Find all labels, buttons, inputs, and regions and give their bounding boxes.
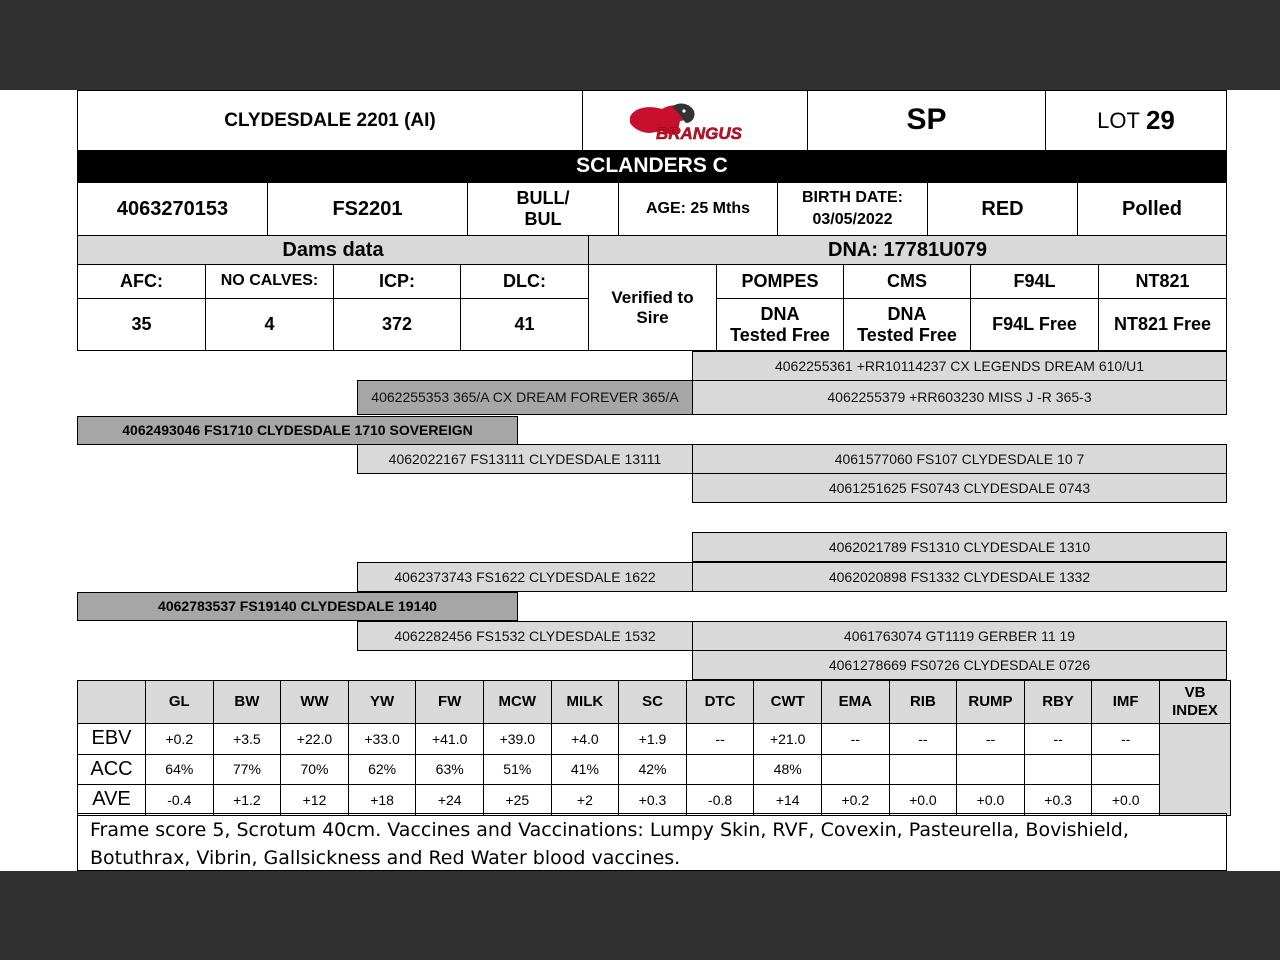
- ebv-value: [889, 754, 958, 786]
- ebv-value: --: [686, 723, 755, 755]
- ebv-value: +3.5: [213, 723, 282, 755]
- catalogue-sheet: [0, 90, 1280, 871]
- lot-number: 29: [1145, 104, 1175, 135]
- ebv-col-header: RBY: [1024, 680, 1093, 724]
- ebv-value: -0.4: [145, 784, 214, 816]
- ebv-col-header: MCW: [483, 680, 552, 724]
- pedigree-sire-dam-sire: 4061577060 FS107 CLYDESDALE 10 7: [692, 444, 1227, 474]
- ebv-col-header: BW: [213, 680, 282, 724]
- birth-date-label: BIRTH DATE:: [801, 188, 904, 206]
- ebv-value: +39.0: [483, 723, 552, 755]
- dna-value-nt821: NT821 Free: [1098, 298, 1227, 351]
- animal-horn: Polled: [1077, 182, 1227, 236]
- ebv-value: +14: [753, 784, 822, 816]
- dna-header-pompes: POMPES: [716, 264, 844, 299]
- dna-header-f94l: F94L: [970, 264, 1099, 299]
- ebv-col-header: YW: [348, 680, 417, 724]
- animal-colour: RED: [927, 182, 1078, 236]
- dna-header-cms: CMS: [843, 264, 971, 299]
- ebv-value: [1091, 754, 1160, 786]
- ebv-value: +1.9: [618, 723, 687, 755]
- pedigree-dam-dam-dam: 4061278669 FS0726 CLYDESDALE 0726: [692, 650, 1227, 680]
- ebv-value: +0.3: [1024, 784, 1093, 816]
- pedigree-sire-dam: 4062022167 FS13111 CLYDESDALE 13111: [357, 444, 693, 474]
- ebv-value: --: [1024, 723, 1093, 755]
- ebv-index-value: [1159, 723, 1231, 816]
- ebv-value: --: [889, 723, 958, 755]
- code-cell: SP: [807, 90, 1046, 151]
- pedigree-sire: 4062493046 FS1710 CLYDESDALE 1710 SOVEREIGN: [77, 416, 518, 445]
- lot-cell: [1045, 90, 1227, 151]
- ebv-value: 48%: [753, 754, 822, 786]
- pedigree-sire-sire-sire: 4062255361 +RR10114237 CX LEGENDS DREAM 610/U1: [692, 351, 1227, 381]
- notes: Frame score 5, Scrotum 40cm. Vaccines and Vaccinations: Lumpy Skin, RVF, Covexin, Pasteurella, Bovishield, Botuthrax, Vibrin, Gallsickness and Red Water blood vaccines.: [77, 813, 1227, 871]
- dams-header-afc: AFC:: [77, 264, 206, 299]
- dna-value-cms: DNA Tested Free: [843, 298, 971, 351]
- ebv-row-label: EBV: [77, 723, 146, 755]
- animal-id: 4063270153: [77, 182, 268, 236]
- ebv-index-header: VB INDEX: [1159, 680, 1231, 724]
- dams-header-calves: NO CALVES:: [205, 264, 334, 299]
- ebv-col-header: EMA: [821, 680, 890, 724]
- animal-name: CLYDESDALE 2201 (AI): [77, 90, 583, 151]
- pedigree-dam: 4062783537 FS19140 CLYDESDALE 19140: [77, 592, 518, 621]
- animal-age: AGE: 25 Mths: [618, 182, 778, 236]
- ebv-col-header: DTC: [686, 680, 755, 724]
- ebv-value: 51%: [483, 754, 552, 786]
- ebv-value: +0.0: [889, 784, 958, 816]
- dna-value-f94l: F94L Free: [970, 298, 1099, 351]
- dams-value-icp: 372: [333, 298, 461, 351]
- birth-date: [777, 182, 928, 236]
- ebv-corner: [77, 680, 146, 724]
- ebv-value: +2: [551, 784, 620, 816]
- ebv-col-header: CWT: [753, 680, 822, 724]
- animal-sex: BULL/ BUL: [467, 182, 619, 236]
- ebv-value: [821, 754, 890, 786]
- ebv-value: +1.2: [213, 784, 282, 816]
- ebv-value: +41.0: [415, 723, 484, 755]
- ebv-col-header: FW: [415, 680, 484, 724]
- ebv-value: 64%: [145, 754, 214, 786]
- dams-header-icp: ICP:: [333, 264, 461, 299]
- ebv-value: --: [956, 723, 1025, 755]
- ebv-value: +0.3: [618, 784, 687, 816]
- brand-wordmark: BRANGUS: [656, 123, 742, 143]
- animal-tag: FS2201: [267, 182, 468, 236]
- ebv-value: -0.8: [686, 784, 755, 816]
- ebv-value: +4.0: [551, 723, 620, 755]
- dams-header-dlc: DLC:: [460, 264, 589, 299]
- ebv-table: [77, 680, 1227, 814]
- breeder-name: SCLANDERS C: [77, 150, 1227, 183]
- ebv-value: --: [821, 723, 890, 755]
- pedigree-sire-dam-dam: 4061251625 FS0743 CLYDESDALE 0743: [692, 473, 1227, 503]
- ebv-value: +25: [483, 784, 552, 816]
- ebv-value: +18: [348, 784, 417, 816]
- ebv-value: --: [1091, 723, 1160, 755]
- dams-value-calves: 4: [205, 298, 334, 351]
- ebv-col-header: WW: [280, 680, 349, 724]
- ebv-value: +33.0: [348, 723, 417, 755]
- ebv-value: 62%: [348, 754, 417, 786]
- brangus-logo-icon: [620, 97, 770, 145]
- ebv-value: 42%: [618, 754, 687, 786]
- dams-value-afc: 35: [77, 298, 206, 351]
- ebv-col-header: MILK: [551, 680, 620, 724]
- pedigree-sire-sire: 4062255353 365/A CX DREAM FOREVER 365/A: [357, 380, 693, 415]
- ebv-value: +0.2: [145, 723, 214, 755]
- brand-logo: [582, 90, 808, 151]
- birth-date-value: 03/05/2022: [812, 211, 893, 228]
- pedigree-dam-dam-sire: 4061763074 GT1119 GERBER 11 19: [692, 621, 1227, 651]
- ebv-value: [956, 754, 1025, 786]
- dna-value-pompes: DNA Tested Free: [716, 298, 844, 351]
- ebv-col-header: SC: [618, 680, 687, 724]
- ebv-col-header: GL: [145, 680, 214, 724]
- dams-data-title: Dams data: [77, 235, 589, 265]
- dna-header-nt821: NT821: [1098, 264, 1227, 299]
- ebv-value: +12: [280, 784, 349, 816]
- pedigree-dam-sire-sire: 4062021789 FS1310 CLYDESDALE 1310: [692, 532, 1227, 562]
- ebv-value: +24: [415, 784, 484, 816]
- lot-label: LOT: [1097, 107, 1140, 133]
- ebv-col-header: RIB: [889, 680, 958, 724]
- dna-verified: Verified to Sire: [588, 264, 717, 351]
- ebv-value: 63%: [415, 754, 484, 786]
- ebv-row-label: ACC: [77, 754, 146, 786]
- ebv-value: 41%: [551, 754, 620, 786]
- ebv-col-header: IMF: [1091, 680, 1160, 724]
- ebv-value: 70%: [280, 754, 349, 786]
- ebv-value: +0.2: [821, 784, 890, 816]
- dna-title: DNA: 17781U079: [588, 235, 1227, 265]
- dams-value-dlc: 41: [460, 298, 589, 351]
- ebv-row-label: AVE: [77, 784, 146, 816]
- ebv-value: 77%: [213, 754, 282, 786]
- pedigree-dam-sire: 4062373743 FS1622 CLYDESDALE 1622: [357, 562, 693, 592]
- ebv-value: +0.0: [1091, 784, 1160, 816]
- pedigree-dam-dam: 4062282456 FS1532 CLYDESDALE 1532: [357, 621, 693, 651]
- ebv-value: [686, 754, 755, 786]
- ebv-value: [1024, 754, 1093, 786]
- pedigree-sire-sire-dam: 4062255379 +RR603230 MISS J -R 365-3: [692, 380, 1227, 415]
- ebv-col-header: RUMP: [956, 680, 1025, 724]
- ebv-value: +0.0: [956, 784, 1025, 816]
- pedigree-dam-sire-dam: 4062020898 FS1332 CLYDESDALE 1332: [692, 562, 1227, 592]
- ebv-value: +21.0: [753, 723, 822, 755]
- ebv-value: +22.0: [280, 723, 349, 755]
